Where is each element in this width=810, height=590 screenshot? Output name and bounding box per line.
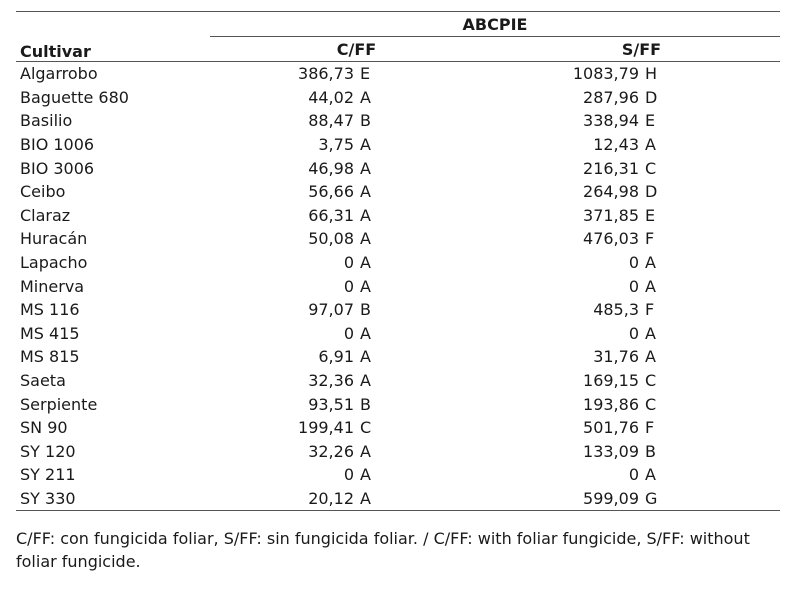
table-row	[16, 227, 780, 251]
cell-sff-value: 133,09	[583, 441, 639, 461]
table-row	[16, 156, 780, 180]
cell-cff-group: A	[360, 441, 371, 461]
cell-cultivar: Baguette 680	[20, 87, 129, 107]
cell-cff-value: 0	[343, 253, 354, 273]
column-header-cff: C/FF	[210, 37, 503, 62]
cell-sff-group: A	[645, 276, 656, 296]
cell-sff-value: 193,86	[583, 394, 639, 414]
cell-cultivar: Serpiente	[20, 394, 98, 414]
cell-cultivar: Algarrobo	[20, 64, 98, 84]
cell-cff-group: A	[360, 205, 371, 225]
cell-cff-group: A	[360, 323, 371, 343]
cell-sff-group: A	[645, 347, 656, 367]
cell-cff-group: A	[360, 87, 371, 107]
cell-cff-group: B	[360, 300, 371, 320]
cell-sff-group: E	[645, 111, 656, 131]
column-header-sff: S/FF	[503, 37, 780, 62]
cell-cultivar: Minerva	[20, 276, 85, 296]
table-row	[16, 369, 780, 393]
cell-cff-value: 0	[343, 276, 354, 296]
cell-sff-value: 338,94	[583, 111, 639, 131]
cell-sff-group: H	[645, 64, 658, 84]
cell-cff-value: 32,36	[308, 371, 354, 391]
cell-cultivar: SN 90	[20, 418, 68, 438]
table-row	[16, 392, 780, 416]
cell-cff-group: E	[360, 64, 371, 84]
table-row	[16, 204, 780, 228]
cell-cff-value: 97,07	[308, 300, 354, 320]
cell-cff-value: 20,12	[210, 487, 360, 511]
cell-sff-group: F	[645, 418, 655, 438]
data-table-container	[16, 11, 780, 511]
cell-cff-value: 3,75	[318, 135, 354, 155]
cell-sff-group: B	[645, 441, 656, 461]
cell-sff-value: 12,43	[593, 135, 639, 155]
cell-cff-group: C	[360, 418, 372, 438]
empty-header-cell	[16, 12, 210, 37]
cell-cff-group: B	[360, 111, 371, 131]
cell-cultivar: Saeta	[20, 371, 66, 391]
cell-cff-group: A	[360, 276, 371, 296]
cell-sff-value: 0	[628, 253, 639, 273]
table-row	[16, 440, 780, 464]
table-row	[16, 251, 780, 275]
cell-sff-value: 485,3	[593, 300, 639, 320]
table-row	[16, 180, 780, 204]
cell-cff-value: 0	[343, 465, 354, 485]
cell-cultivar: Lapacho	[20, 253, 88, 273]
cell-cultivar: Claraz	[20, 205, 71, 225]
table-row	[16, 109, 780, 133]
cell-sff-group: A	[645, 135, 656, 155]
cell-sff-group: F	[645, 300, 655, 320]
cell-sff-group: C	[645, 394, 657, 414]
cell-sff-group: D	[645, 87, 658, 107]
cell-sff-value: 31,76	[593, 347, 639, 367]
cell-sff-group: D	[645, 182, 658, 202]
cell-sff-value: 287,96	[583, 87, 639, 107]
table-footnote: C/FF: con fungicida foliar, S/FF: sin fungicida foliar. / C/FF: with foliar fungicide, S/FF: without foliar fungicide.	[16, 529, 750, 571]
cell-cff-value: 0	[343, 323, 354, 343]
cell-sff-value: 476,03	[583, 229, 639, 249]
cell-cff-value: 50,08	[308, 229, 354, 249]
cell-cff-group: A	[360, 158, 371, 178]
cell-cultivar: SY 120	[20, 441, 76, 461]
table-row	[16, 345, 780, 369]
cell-sff-group: C	[645, 158, 657, 178]
cell-cultivar: MS 116	[20, 300, 80, 320]
cell-sff-value: 501,76	[583, 418, 639, 438]
column-header-row	[16, 37, 780, 62]
cell-cff-group: A	[360, 371, 371, 391]
cell-cultivar: SY 330	[16, 487, 210, 511]
table-row	[16, 86, 780, 110]
cell-sff-group: C	[645, 371, 657, 391]
cell-cff-value: 56,66	[308, 182, 354, 202]
table-row	[16, 298, 780, 322]
cell-sff-value: 0	[628, 465, 639, 485]
cell-sff-group: A	[645, 253, 656, 273]
group-header-row	[16, 12, 780, 37]
cell-sff-value: 1083,79	[572, 64, 639, 84]
table-row	[16, 463, 780, 487]
table-row	[16, 487, 780, 511]
abcpie-table	[16, 11, 780, 511]
cell-cff-value: 199,41	[298, 418, 354, 438]
cell-sff-group: G	[645, 487, 780, 511]
cell-cultivar: Huracán	[20, 229, 88, 249]
cell-cultivar: MS 815	[20, 347, 80, 367]
cell-cff-value: 6,91	[318, 347, 354, 367]
cell-sff-group: E	[645, 205, 656, 225]
cell-cultivar: SY 211	[20, 465, 76, 485]
cell-cff-value: 66,31	[308, 205, 354, 225]
cell-sff-value: 264,98	[583, 182, 639, 202]
cell-cff-group: B	[360, 394, 371, 414]
cell-cff-group: A	[360, 487, 503, 511]
table-row	[16, 322, 780, 346]
cell-cff-group: A	[360, 253, 371, 273]
cell-cff-value: 46,98	[308, 158, 354, 178]
table-row	[16, 62, 780, 86]
cell-cultivar: MS 415	[20, 323, 80, 343]
cell-cff-group: A	[360, 135, 371, 155]
cell-sff-value: 371,85	[583, 205, 639, 225]
group-header-abcpie: ABCPIE	[210, 12, 780, 37]
cell-sff-group: A	[645, 323, 656, 343]
cell-cff-group: A	[360, 182, 371, 202]
cell-sff-value: 599,09	[503, 487, 645, 511]
cell-cff-value: 93,51	[308, 394, 354, 414]
cell-cultivar: BIO 1006	[20, 135, 95, 155]
cell-cff-group: A	[360, 347, 371, 367]
table-row	[16, 274, 780, 298]
table-body	[16, 62, 780, 511]
cell-cff-group: A	[360, 465, 371, 485]
cell-cff-value: 386,73	[298, 64, 354, 84]
cell-cff-value: 88,47	[308, 111, 354, 131]
table-header	[16, 12, 780, 62]
cell-sff-group: A	[645, 465, 656, 485]
cell-cff-group: A	[360, 229, 371, 249]
cell-sff-value: 216,31	[583, 158, 639, 178]
cell-cff-value: 32,26	[308, 441, 354, 461]
cell-cultivar: BIO 3006	[20, 158, 95, 178]
table-row	[16, 133, 780, 157]
cell-sff-value: 0	[628, 323, 639, 343]
cell-cultivar: Ceibo	[20, 182, 66, 202]
table-row	[16, 416, 780, 440]
cell-sff-value: 169,15	[583, 371, 639, 391]
column-header-cultivar: Cultivar	[16, 37, 210, 62]
cell-sff-group: F	[645, 229, 655, 249]
cell-sff-value: 0	[628, 276, 639, 296]
cell-cultivar: Basilio	[20, 111, 73, 131]
cell-cff-value: 44,02	[308, 87, 354, 107]
